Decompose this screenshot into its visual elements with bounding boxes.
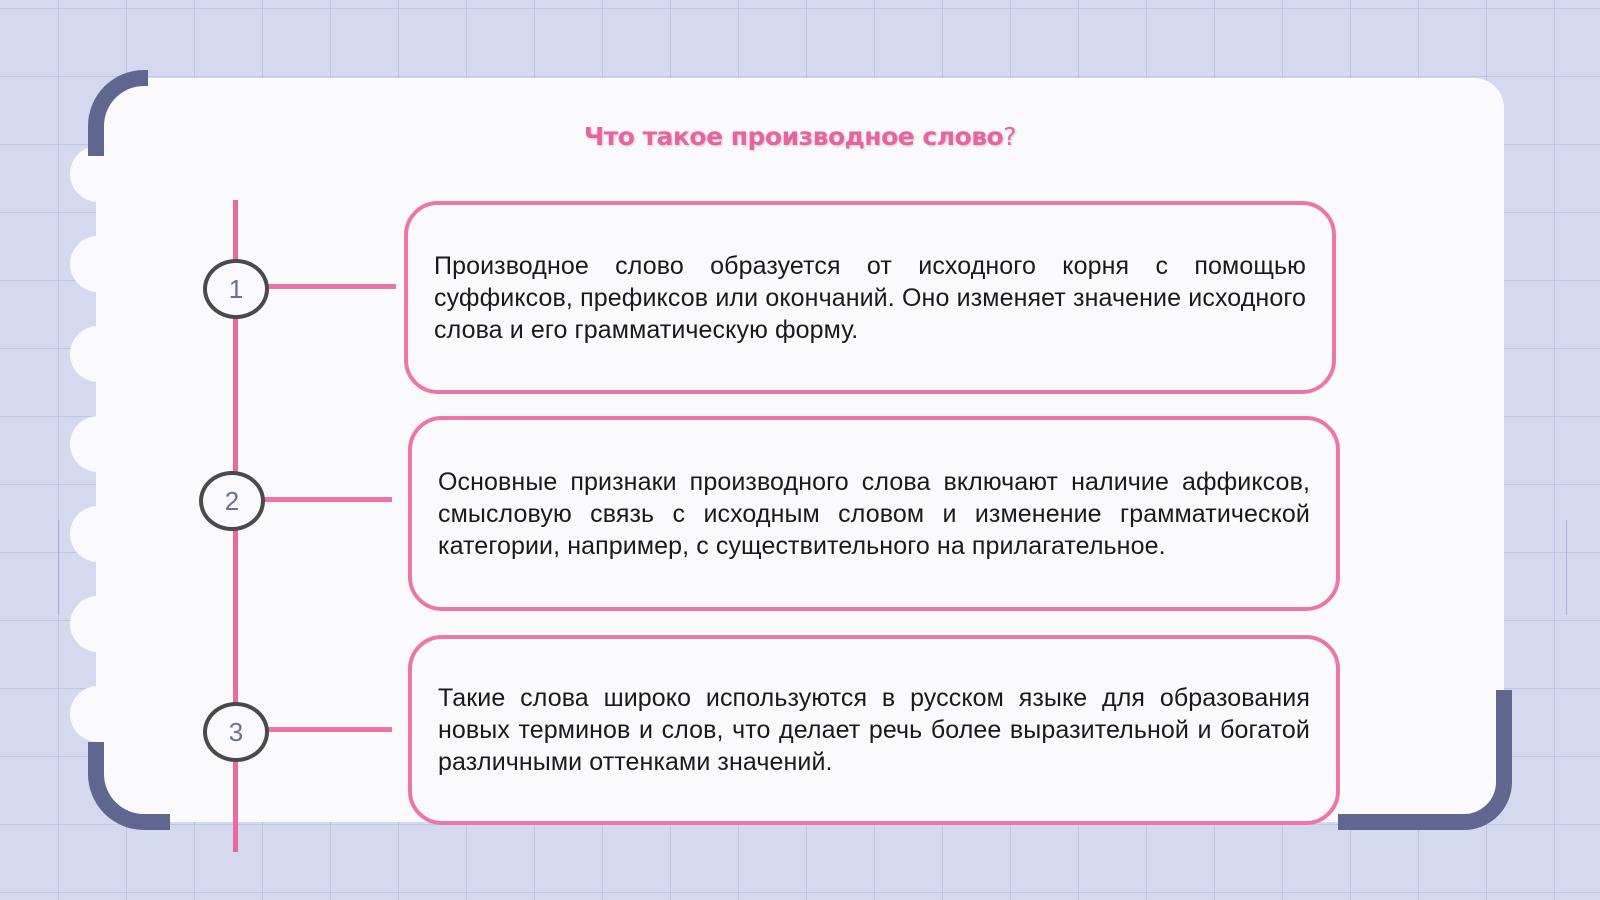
step-number: 3 [228,716,244,747]
slide-title-text: Что такое производное слово [584,122,1004,151]
step-card-1 [404,201,1336,394]
paper-scallop [70,596,126,652]
paper-scallop [70,416,126,472]
paper-scallop [70,326,126,382]
step-number: 2 [224,485,240,516]
step-number-badge-1 [203,259,269,319]
step-connector [268,727,392,732]
grid-accent-line-left [58,520,59,615]
step-card-text: Такие слова широко используются в русском языке для образования новых терминов и слов, что делает речь более выразительной и богатой различными оттенками значений. [438,684,1310,776]
grid-accent-line-right [1566,520,1567,615]
corner-bracket-bottom-right [1338,690,1512,830]
slide-title-question-mark: ? [1003,122,1016,151]
step-connector [264,497,392,502]
paper-scallop [70,506,126,562]
step-card-text: Производное слово образуется от исходного корня с помощью суффиксов, префиксов или окончаний. Оно изменяет значение исходного слова и его грамматическую форму. [434,251,1306,344]
corner-bracket-bottom-left [88,742,170,830]
step-card-text: Основные признаки производного слова включают наличие аффиксов, смысловую связь с исходным словом и изменение грамматической категории, например, с существительного на прилагательное. [438,467,1310,560]
slide-title [0,122,1600,151]
step-number-badge-2 [199,471,265,531]
step-connector [268,284,396,289]
paper-scallop [70,236,126,292]
step-number-badge-3 [203,702,269,762]
paper-scallop [70,686,126,742]
step-card-3 [408,635,1340,825]
step-number: 1 [228,273,244,304]
step-card-2 [408,416,1340,611]
